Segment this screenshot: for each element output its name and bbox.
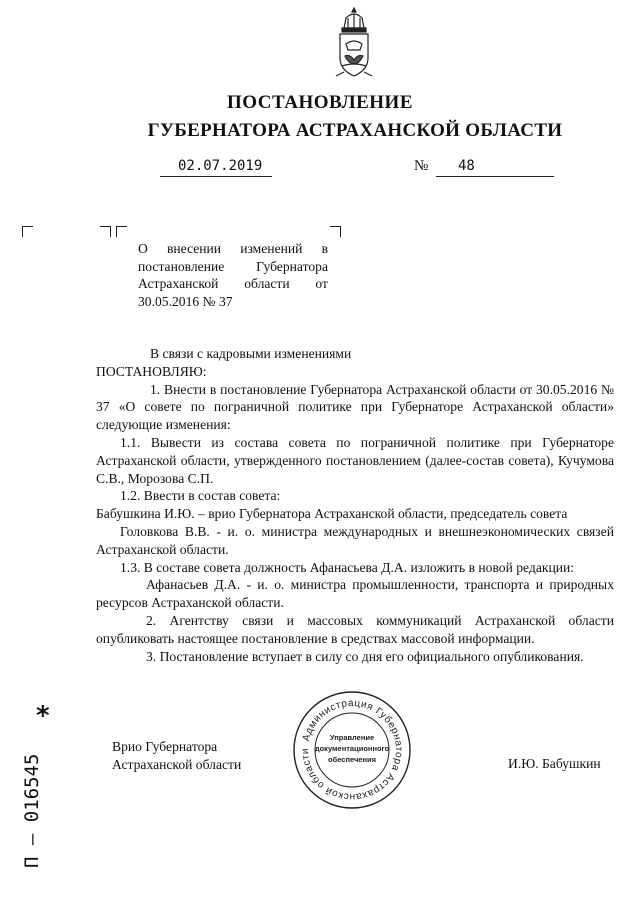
stamp-center-line-2: документационного <box>314 744 390 753</box>
number-sign: № <box>414 158 429 174</box>
corner-mark-top-left-1 <box>22 226 33 237</box>
paragraph-3: 3. Постановление вступает в силу со дня его официального опубликования. <box>146 648 584 664</box>
subject-text: О внесении изменений в постановление Губернатора Астраханской области от 30.05.2016 № 37 <box>138 241 328 309</box>
paragraph-1-3: 1.3. В составе совета должность Афанасьева Д.А. изложить в новой редакции: <box>120 559 575 575</box>
preamble: В связи с кадровыми изменениями <box>150 346 352 361</box>
corner-mark-top-right-1 <box>100 226 111 237</box>
signatory-position <box>112 738 241 774</box>
stamp-center-line-3: обеспечения <box>327 755 377 764</box>
document-subject <box>138 240 328 310</box>
margin-registration-code <box>8 701 50 870</box>
signatory-name: И.Ю. Бабушкин <box>508 756 601 771</box>
position-line-1: Врио Губернатора <box>112 739 218 754</box>
official-stamp <box>290 688 414 812</box>
paragraph-1-2-b: Головкова В.В. - и. о. министра международных и внешнеэкономических связей Астраханской области. <box>96 523 614 557</box>
number-underline <box>436 176 554 177</box>
document-date: 02.07.2019 <box>178 158 263 174</box>
date-underline <box>160 176 272 177</box>
position-line-2: Астраханской области <box>112 757 242 772</box>
paragraph-1-2: 1.2. Ввести в состав совета: <box>120 488 281 504</box>
document-number: 48 <box>458 158 475 174</box>
registration-code-text: П – 016545 <box>21 753 43 868</box>
document-body <box>96 345 614 665</box>
stamp-ring-text: Администрация Губернатора Астраханской области <box>299 697 405 803</box>
paragraph-2: 2. Агентству связи и массовых коммуникаций Астраханской области опубликовать настоящее постановление в средствах массовой информации. <box>96 612 614 646</box>
paragraph-1-2-a: Бабушкина И.Ю. – врио Губернатора Астраханской области, председатель совета <box>96 506 568 522</box>
issuer-title: ГУБЕРНАТОРА АСТРАХАНСКОЙ ОБЛАСТИ <box>147 120 563 141</box>
corner-mark-top-left-2 <box>116 226 127 237</box>
paragraph-1-3-a: Афанасьев Д.А. - и. о. министра промышленности, транспорта и природных ресурсов Астраханской области. <box>96 577 614 611</box>
registration-asterisk: * <box>36 701 50 731</box>
paragraph-1: 1. Внести в постановление Губернатора Астраханской области от 30.05.2016 № 37 «О совете по пограничной политике при Губернаторе Астраханской области» следующие изменения: <box>96 381 614 433</box>
document-title: ПОСТАНОВЛЕНИЕ <box>226 92 414 113</box>
stamp-center-line-1: Управление <box>329 733 375 742</box>
corner-mark-top-right-2 <box>330 226 341 237</box>
paragraph-1-1: 1.1. Вывести из состава совета по пограничной политике при Губернаторе Астраханской области, утвержденного постановлением (далее-состав совета), Кучумова С.В., Морозова С.П. <box>96 434 614 486</box>
decree-word: ПОСТАНОВЛЯЮ: <box>96 363 207 379</box>
coat-of-arms-emblem <box>330 4 378 84</box>
